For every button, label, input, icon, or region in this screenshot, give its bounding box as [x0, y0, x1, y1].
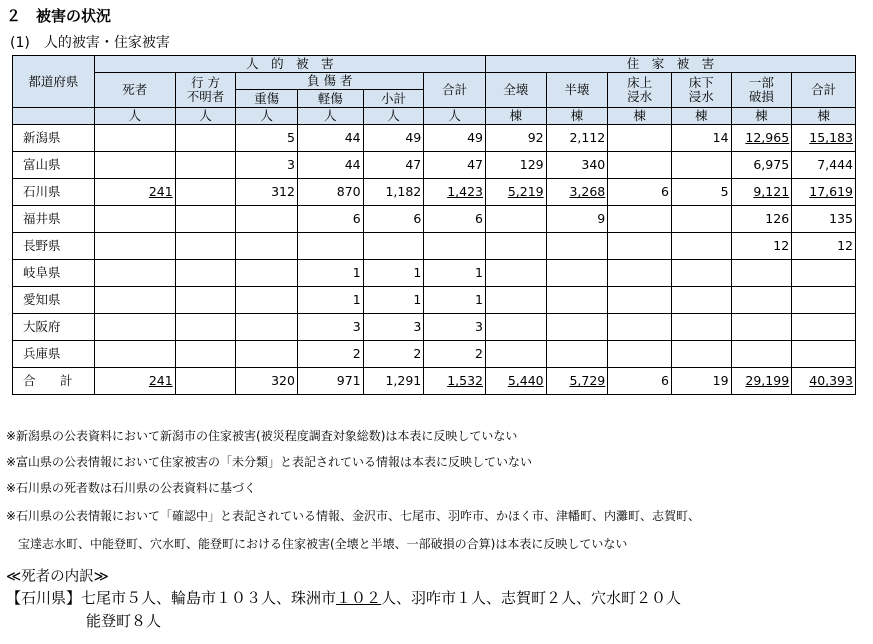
value-cell-total: 3: [424, 314, 486, 341]
table-row: [13, 233, 856, 260]
header-house-total: 合計: [792, 73, 856, 108]
value-cell-minor: 1: [297, 287, 363, 314]
header-human-total: 合計: [424, 73, 486, 108]
value-cell-minor: [297, 233, 363, 260]
value-cell-total: 49: [424, 125, 486, 152]
value-cell-minor: 44: [297, 125, 363, 152]
note-3: ※石川県の死者数は石川県の公表資料に基づく: [6, 481, 257, 495]
value-cell-total: 47: [424, 152, 486, 179]
unit-cell: 棟: [671, 108, 731, 125]
value-cell-full: 5,219: [485, 179, 546, 206]
value-cell-above: [608, 341, 672, 368]
value-cell-serious: 312: [236, 179, 298, 206]
table-row: [13, 287, 856, 314]
value-cell-btotal: [792, 260, 856, 287]
value-cell-subtotal: 1: [363, 287, 424, 314]
value-cell-above: [608, 314, 672, 341]
value-cell-dead: [94, 314, 175, 341]
table-row: [13, 125, 856, 152]
value-cell-above: [608, 233, 672, 260]
header-flood-above-floor: 床上 浸水: [608, 73, 672, 108]
header-serious: 重傷: [236, 90, 298, 108]
value-cell-half: 5,729: [546, 368, 608, 395]
value-cell-btotal: 17,619: [792, 179, 856, 206]
header-human-damage: 人 的 被 害: [94, 56, 485, 73]
value-cell-below: 5: [671, 179, 731, 206]
value-cell-above: [608, 287, 672, 314]
value-cell-total: 1: [424, 287, 486, 314]
value-cell-half: [546, 287, 608, 314]
value-cell-full: 92: [485, 125, 546, 152]
breakdown-line-1: 【石川県】七尾市５人、輪島市１０３人、珠洲市１０２人、羽咋市１人、志賀町２人、穴水町２０人: [6, 589, 682, 607]
value-cell-dead: [94, 125, 175, 152]
value-cell-minor: 6: [297, 206, 363, 233]
header-house-damage: 住 家 被 害: [485, 56, 855, 73]
value-cell-above: [608, 206, 672, 233]
value-cell-total: 1,532: [424, 368, 486, 395]
value-cell-full: [485, 341, 546, 368]
value-cell-subtotal: 3: [363, 314, 424, 341]
unit-cell: 棟: [485, 108, 546, 125]
value-cell-below: [671, 341, 731, 368]
value-cell-partial: 29,199: [731, 368, 792, 395]
value-cell-partial: 126: [731, 206, 792, 233]
value-cell-missing: [175, 287, 236, 314]
header-prefecture: 都道府県: [13, 56, 95, 108]
value-cell-full: [485, 260, 546, 287]
value-cell-serious: 320: [236, 368, 298, 395]
value-cell-btotal: [792, 314, 856, 341]
value-cell-below: 19: [671, 368, 731, 395]
note-2: ※富山県の公表情報において住家被害の「未分類」と表記されている情報は本表に反映していない: [6, 455, 533, 469]
value-cell-minor: 2: [297, 341, 363, 368]
unit-cell: 人: [94, 108, 175, 125]
value-cell-minor: 870: [297, 179, 363, 206]
header-missing: 行 方 不明者: [175, 73, 236, 108]
unit-cell: 人: [297, 108, 363, 125]
value-cell-full: [485, 206, 546, 233]
value-cell-total: 2: [424, 341, 486, 368]
value-cell-partial: 12,965: [731, 125, 792, 152]
table-row: [13, 206, 856, 233]
header-dead: 死者: [94, 73, 175, 108]
value-cell-serious: [236, 314, 298, 341]
note-1: ※新潟県の公表資料において新潟市の住家被害(被災程度調査対象総数)は本表に反映していない: [6, 429, 518, 443]
value-cell-missing: [175, 233, 236, 260]
header-full-destroyed: 全壊: [485, 73, 546, 108]
value-cell-half: [546, 314, 608, 341]
prefecture-cell: 富山県: [13, 152, 95, 179]
value-cell-serious: [236, 341, 298, 368]
sum-row: [13, 368, 856, 395]
prefecture-cell: 福井県: [13, 206, 95, 233]
value-cell-btotal: [792, 287, 856, 314]
value-cell-serious: 3: [236, 152, 298, 179]
prefecture-cell: 愛知県: [13, 287, 95, 314]
header-subtotal: 小計: [363, 90, 424, 108]
prefecture-cell: 兵庫県: [13, 341, 95, 368]
value-cell-below: [671, 260, 731, 287]
value-cell-dead: [94, 260, 175, 287]
header-half-destroyed: 半壊: [546, 73, 608, 108]
value-cell-missing: [175, 314, 236, 341]
prefecture-cell: 長野県: [13, 233, 95, 260]
header-injured: 負 傷 者: [236, 73, 424, 90]
value-cell-btotal: 7,444: [792, 152, 856, 179]
value-cell-partial: 6,975: [731, 152, 792, 179]
value-cell-below: [671, 314, 731, 341]
value-cell-half: 340: [546, 152, 608, 179]
unit-cell: 人: [424, 108, 486, 125]
unit-cell: 人: [236, 108, 298, 125]
unit-cell: 棟: [608, 108, 672, 125]
value-cell-dead: [94, 341, 175, 368]
value-cell-below: 14: [671, 125, 731, 152]
value-cell-missing: [175, 368, 236, 395]
value-cell-dead: [94, 233, 175, 260]
value-cell-missing: [175, 179, 236, 206]
value-cell-full: [485, 287, 546, 314]
value-cell-subtotal: 1,291: [363, 368, 424, 395]
value-cell-btotal: [792, 341, 856, 368]
value-cell-full: 5,440: [485, 368, 546, 395]
value-cell-total: 1: [424, 260, 486, 287]
value-cell-missing: [175, 341, 236, 368]
value-cell-subtotal: 2: [363, 341, 424, 368]
unit-cell: 棟: [792, 108, 856, 125]
value-cell-dead: 241: [94, 179, 175, 206]
value-cell-partial: [731, 260, 792, 287]
value-cell-btotal: 15,183: [792, 125, 856, 152]
value-cell-missing: [175, 206, 236, 233]
breakdown-line-2: 能登町８人: [86, 612, 162, 630]
value-cell-full: [485, 314, 546, 341]
section-heading: ２ 被害の状況: [6, 7, 112, 25]
value-cell-partial: [731, 341, 792, 368]
units-row: [13, 108, 856, 125]
value-cell-above: [608, 260, 672, 287]
value-cell-minor: 3: [297, 314, 363, 341]
damage-table: [12, 55, 856, 395]
value-cell-minor: 44: [297, 152, 363, 179]
value-cell-subtotal: 6: [363, 206, 424, 233]
unit-cell: 棟: [546, 108, 608, 125]
value-cell-partial: 12: [731, 233, 792, 260]
value-cell-subtotal: 47: [363, 152, 424, 179]
value-cell-below: [671, 152, 731, 179]
header-partial-damage: 一部 破損: [731, 73, 792, 108]
subsection-heading: (1) 人的被害・住家被害: [10, 35, 170, 51]
unit-cell: 棟: [731, 108, 792, 125]
value-cell-missing: [175, 125, 236, 152]
prefecture-cell: 新潟県: [13, 125, 95, 152]
value-cell-serious: 5: [236, 125, 298, 152]
value-cell-half: 2,112: [546, 125, 608, 152]
note-5: 宝達志水町、中能登町、穴水町、能登町における住家被害(全壊と半壊、一部破損の合算)は本表に反映していない: [6, 537, 628, 551]
value-cell-missing: [175, 152, 236, 179]
value-cell-subtotal: 49: [363, 125, 424, 152]
value-cell-partial: 9,121: [731, 179, 792, 206]
value-cell-btotal: 40,393: [792, 368, 856, 395]
table-row: [13, 152, 856, 179]
value-cell-serious: [236, 233, 298, 260]
value-cell-dead: [94, 206, 175, 233]
value-cell-subtotal: [363, 233, 424, 260]
value-cell-above: [608, 125, 672, 152]
value-cell-subtotal: 1: [363, 260, 424, 287]
value-cell-btotal: 12: [792, 233, 856, 260]
value-cell-below: [671, 287, 731, 314]
value-cell-full: [485, 233, 546, 260]
value-cell-half: 3,268: [546, 179, 608, 206]
value-cell-below: [671, 233, 731, 260]
value-cell-above: 6: [608, 179, 672, 206]
table-row: [13, 179, 856, 206]
value-cell-minor: 971: [297, 368, 363, 395]
value-cell-serious: [236, 206, 298, 233]
prefecture-cell: 岐阜県: [13, 260, 95, 287]
value-cell-half: [546, 260, 608, 287]
prefecture-cell: 石川県: [13, 179, 95, 206]
value-cell-above: [608, 152, 672, 179]
value-cell-dead: [94, 287, 175, 314]
table-row: [13, 260, 856, 287]
value-cell-missing: [175, 260, 236, 287]
value-cell-below: [671, 206, 731, 233]
header-flood-below-floor: 床下 浸水: [671, 73, 731, 108]
prefecture-cell: 大阪府: [13, 314, 95, 341]
table-row: [13, 341, 856, 368]
value-cell-serious: [236, 260, 298, 287]
value-cell-partial: [731, 314, 792, 341]
value-cell-total: [424, 233, 486, 260]
prefecture-cell: 合 計: [13, 368, 95, 395]
value-cell-partial: [731, 287, 792, 314]
value-cell-minor: 1: [297, 260, 363, 287]
value-cell-dead: [94, 152, 175, 179]
unit-cell: 人: [363, 108, 424, 125]
value-cell-total: 6: [424, 206, 486, 233]
value-cell-half: 9: [546, 206, 608, 233]
header-minor: 軽傷: [297, 90, 363, 108]
value-cell-half: [546, 233, 608, 260]
value-cell-btotal: 135: [792, 206, 856, 233]
value-cell-above: 6: [608, 368, 672, 395]
note-4: ※石川県の公表情報において「確認中」と表記されている情報、金沢市、七尾市、羽咋市、かほく市、津幡町、内灘町、志賀町、: [6, 509, 701, 523]
value-cell-dead: 241: [94, 368, 175, 395]
value-cell-subtotal: 1,182: [363, 179, 424, 206]
breakdown-title: ≪死者の内訳≫: [6, 569, 109, 585]
value-cell-serious: [236, 287, 298, 314]
value-cell-full: 129: [485, 152, 546, 179]
table-row: [13, 314, 856, 341]
value-cell-total: 1,423: [424, 179, 486, 206]
unit-cell: 人: [175, 108, 236, 125]
value-cell-half: [546, 341, 608, 368]
